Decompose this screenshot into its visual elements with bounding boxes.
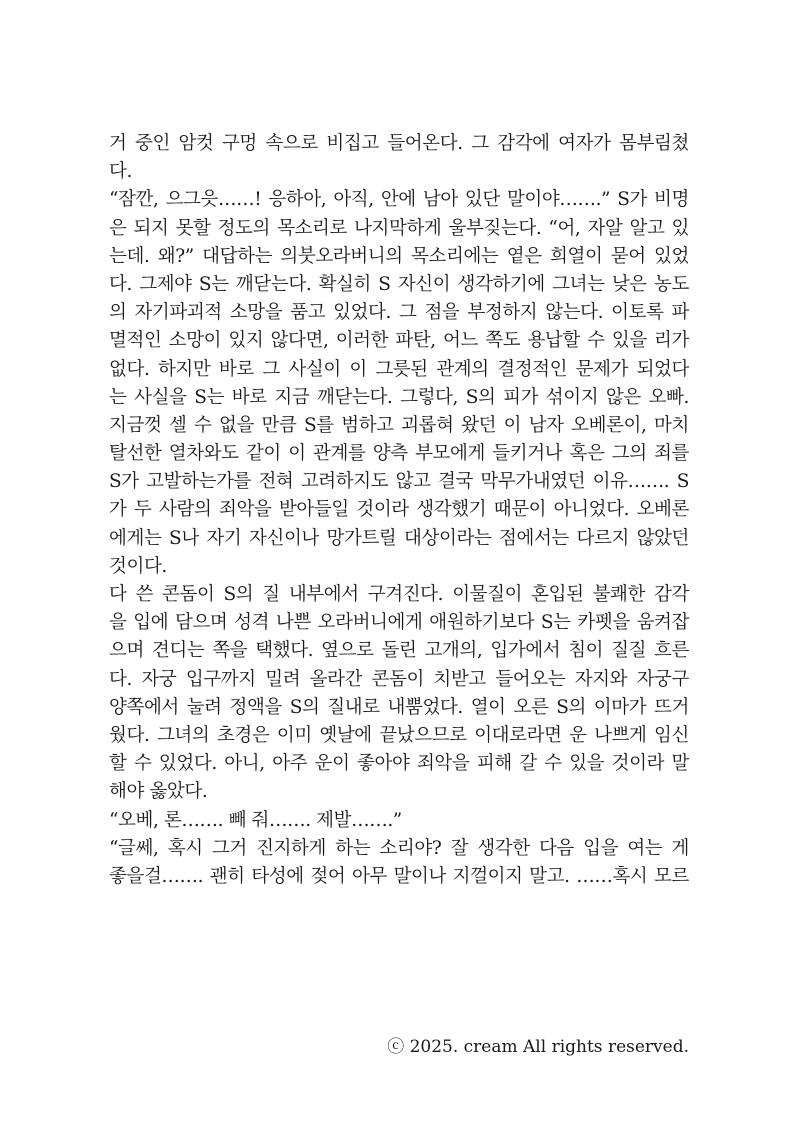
text-line: 멸적인 소망이 있지 않다면, 이러한 파탄, 어느 쪽도 용납할 수 있을 리가	[109, 330, 689, 352]
text-line: 의 자기파괴적 소망을 품고 있었다. 그 점을 부정하지 않는다. 이토록 파	[109, 302, 689, 324]
text-line: 는데. 왜?” 대답하는 의붓오라버니의 목소리에는 옅은 희열이 묻어 있었	[109, 245, 689, 267]
text-line: 것이다.	[109, 555, 167, 577]
text-line: 다. 자궁 입구까지 밀려 올라간 콘돔이 치받고 들어오는 자지와 자궁구	[109, 668, 689, 690]
text-line: 탈선한 열차와도 같이 이 관계를 양측 부모에게 들키거나 혹은 그의 죄를	[109, 443, 689, 465]
text-line: 다. 그제야 S는 깨닫는다. 확실히 S 자신이 생각하기에 그녀는 낮은 농도	[109, 273, 689, 295]
text-line: 다 쓴 콘돔이 S의 질 내부에서 구겨진다. 이물질이 혼입된 불쾌한 감각	[109, 584, 689, 605]
text-line: 웠다. 그녀의 초경은 이미 옛날에 끝났으므로 이대로라면 운 나쁘게 임신	[109, 724, 689, 746]
text-line: 양쪽에서 눌려 정액을 S의 질내로 내뿜었다. 열이 오른 S의 이마가 뜨거	[109, 696, 689, 718]
text-line: 좋을걸……. 괜히 타성에 젖어 아무 말이나 지껄이지 말고. ……혹시 모르	[109, 865, 689, 887]
text-line: “오베, 론……. 빼 줘……. 제발…….”	[109, 809, 402, 831]
text-line: S가 고발하는가를 전혀 고려하지도 않고 결국 막무가내였던 이유……. S	[109, 471, 689, 493]
text-line: 는 사실을 S는 바로 지금 깨닫는다. 그렇다, S의 피가 섞이지 않은 오빠.	[109, 386, 689, 408]
document-body	[109, 130, 689, 891]
text-line: 할 수 있었다. 아니, 아주 운이 좋아야 죄악을 피해 갈 수 있을 것이라 말	[109, 753, 689, 775]
text-line: 을 입에 담으며 성격 나쁜 오라버니에게 애원하기보다 S는 카펫을 움켜잡	[109, 612, 689, 634]
copyright-footer: ⓒ 2025. cream All rights reserved.	[387, 1037, 689, 1057]
text-line: “글쎄, 혹시 그거 진지하게 하는 소리야? 잘 생각한 다음 입을 여는 게	[109, 837, 689, 859]
text-line: 다.	[109, 161, 132, 183]
text-line: 으며 견디는 쪽을 택했다. 옆으로 돌린 고개의, 입가에서 침이 질질 흐른	[109, 640, 689, 662]
text-line: 가 두 사람의 죄악을 받아들일 것이라 생각했기 때문이 아니었다. 오베론	[109, 499, 689, 521]
text-line: 없다. 하지만 바로 그 사실이 이 그릇된 관계의 결정적인 문제가 되었다	[109, 358, 689, 380]
text-line: 해야 옳았다.	[109, 781, 208, 803]
text-line: 지금껏 셀 수 없을 만큼 S를 범하고 괴롭혀 왔던 이 남자 오베론이, 마치	[109, 414, 689, 436]
text-line: 거 중인 암컷 구멍 속으로 비집고 들어온다. 그 감각에 여자가 몸부림쳤	[109, 133, 689, 154]
text-line: 은 되지 못할 정도의 목소리로 나지막하게 울부짖는다. “어, 자알 알고 있	[109, 217, 689, 239]
text-line: “잠깐, 으그읏……! 응하아, 아직, 안에 남아 있단 말이야…….” S가 비명	[109, 189, 689, 211]
text-line: 에게는 S나 자기 자신이나 망가트릴 대상이라는 점에서는 다르지 않았던	[109, 527, 689, 549]
